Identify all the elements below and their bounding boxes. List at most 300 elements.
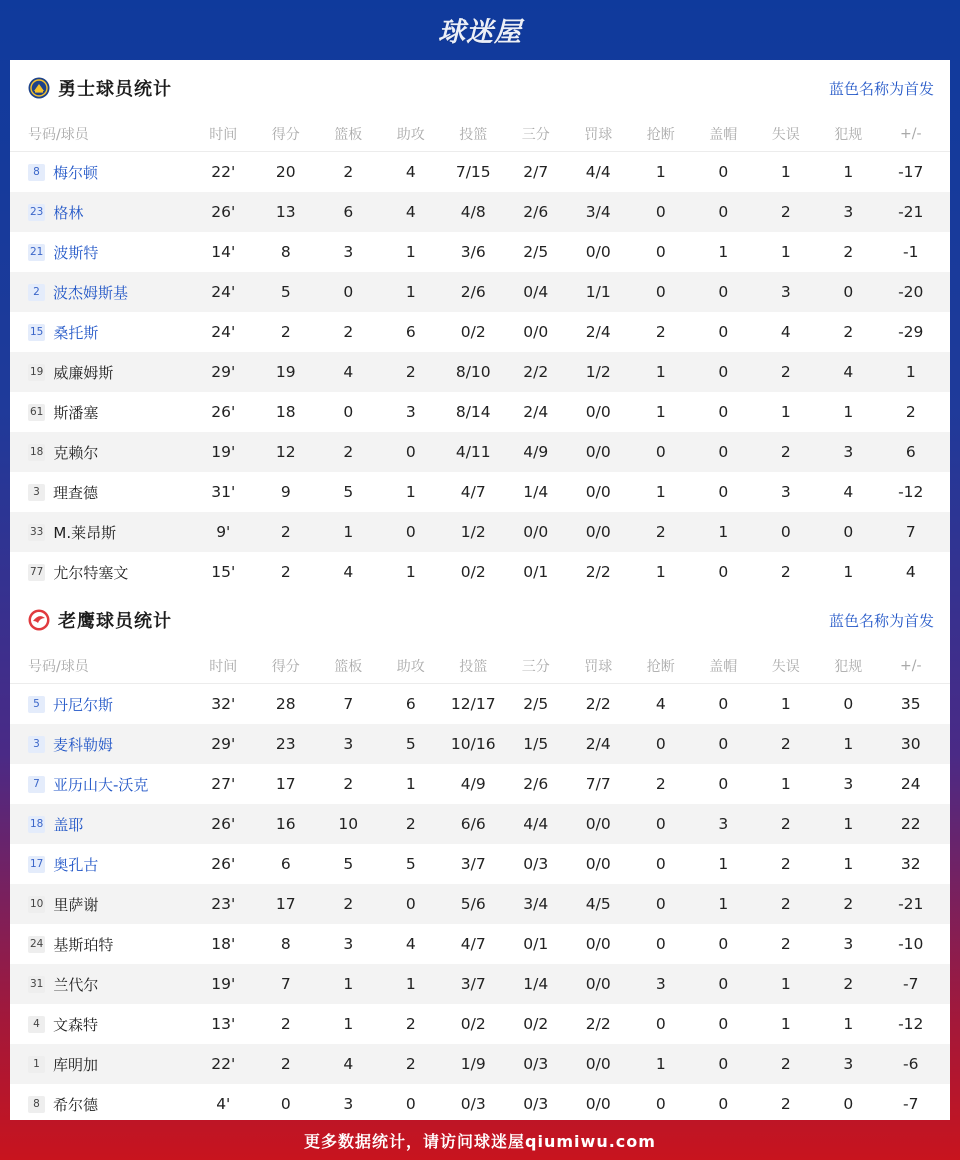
stat-cell: 2 [843,243,854,261]
stat-cell: 0 [718,483,729,501]
stat-cell: 0/0 [585,243,611,261]
stat-cell: 1/4 [523,975,549,993]
stat-cell: 0 [718,1095,729,1113]
player-cell [10,694,192,715]
starter-note: 蓝色名称为首发 [828,611,934,630]
stat-cell: 2 [655,775,666,793]
stat-cell: 2/4 [585,735,611,753]
footer-link[interactable]: 更多数据统计，请访问球迷屋qiumiwu.com [304,1131,656,1151]
stat-cell: 32 [900,855,921,873]
stat-cell: 3/7 [460,855,486,873]
stat-cell: 3 [343,1095,354,1113]
stat-cell: 26' [211,855,236,873]
player-name[interactable]: 理查德 [53,483,99,502]
stat-cell: -6 [903,1055,919,1073]
stat-cell: 0 [655,1015,666,1033]
stat-cell: 1/5 [523,735,549,753]
stat-cell: 0 [655,443,666,461]
stat-cell: -17 [898,163,924,181]
stat-cell: 1/2 [460,523,486,541]
stat-cell: 0 [718,695,729,713]
stat-cell: 0/0 [585,1095,611,1113]
stat-cell: 2 [780,1095,791,1113]
stat-cell: 2/5 [523,695,549,713]
stat-cell: 0 [655,935,666,953]
brand-header [0,0,960,58]
stat-cell: 4/7 [460,935,486,953]
player-name[interactable]: 库明加 [53,1055,99,1074]
stat-cell: 0 [843,523,854,541]
stat-cell: 2/2 [523,363,549,381]
jersey-number: 15 [28,324,45,341]
stat-cell: 10 [338,815,359,833]
stat-cell: 0/0 [585,523,611,541]
stat-cell: 3 [843,1055,854,1073]
stat-cell: 5 [405,735,416,753]
stat-cell: 1/1 [585,283,611,301]
stat-cell: 27' [211,775,236,793]
stat-cell: 2 [843,975,854,993]
stat-cell: 6 [405,323,416,341]
jersey-number: 3 [28,736,45,753]
stat-cell: 0 [655,895,666,913]
stat-cell: 3 [655,975,666,993]
stat-cell: 7 [280,975,291,993]
player-name[interactable]: 桑托斯 [53,323,99,342]
stat-cell: 0 [655,283,666,301]
player-name[interactable]: 里萨谢 [53,895,99,914]
stat-cell: 0/4 [523,283,549,301]
column-header: 时间 [209,658,238,675]
stat-cell: 2 [405,815,416,833]
player-cell [10,854,192,875]
table-row [10,512,950,552]
stat-cell: 0 [718,775,729,793]
stat-cell: 1 [780,1015,791,1033]
column-header: 盖帽 [709,658,738,675]
stat-cell: 0 [655,815,666,833]
stat-cell: 0 [718,163,729,181]
stat-cell: 1 [780,775,791,793]
stat-cell: 0 [655,203,666,221]
stat-cell: 23' [211,895,236,913]
stat-cell: 0 [718,363,729,381]
column-header: 罚球 [584,658,613,675]
player-name[interactable]: 波杰姆斯基 [53,283,129,302]
stat-cell: 4/7 [460,483,486,501]
stat-cell: 2 [780,935,791,953]
table-row [10,1044,950,1084]
stat-cell: 2/6 [460,283,486,301]
table-row [10,432,950,472]
stat-cell: 0 [718,1015,729,1033]
stat-cell: 4 [343,363,354,381]
stat-cell: 1 [843,563,854,581]
jersey-number: 4 [28,1016,45,1033]
stat-cell: 20 [275,163,296,181]
player-name[interactable]: 克赖尔 [53,443,99,462]
player-cell [10,242,192,263]
stat-cell: 6 [343,203,354,221]
stat-cell: 0 [718,563,729,581]
stat-cell: 0 [718,735,729,753]
stat-cell: 30 [900,735,921,753]
stat-cell: 8 [280,935,291,953]
stat-cell: 22 [900,815,921,833]
team-section [10,60,950,592]
stat-cell: 5 [343,855,354,873]
stat-cell: 2 [780,815,791,833]
stat-cell: 4' [216,1095,231,1113]
player-cell [10,774,192,795]
stat-cell: 1/2 [585,363,611,381]
stat-cell: 0 [405,895,416,913]
stat-cell: 2 [780,363,791,381]
stat-cell: 3/4 [523,895,549,913]
player-name[interactable]: 斯潘塞 [53,403,99,422]
jersey-number: 19 [28,364,45,381]
stat-cell: 1/9 [460,1055,486,1073]
player-name[interactable]: 威廉姆斯 [53,363,114,382]
stat-cell: 2/4 [523,403,549,421]
stat-cell: 3 [843,443,854,461]
column-header: 投篮 [459,126,488,143]
section-title-wrap [28,607,172,633]
stat-cell: 0 [280,1095,291,1113]
stat-cell: 0/0 [585,975,611,993]
stat-cell: 4/8 [460,203,486,221]
stat-cell: -10 [898,935,924,953]
table-row [10,552,950,592]
stat-cell: 3 [843,203,854,221]
stat-cell: 0/0 [585,1055,611,1073]
stat-cell: 1 [780,695,791,713]
column-header: 号码/球员 [28,126,89,143]
stat-cell: 0/0 [585,403,611,421]
stat-cell: 0 [718,443,729,461]
player-name[interactable]: 丹尼尔斯 [53,695,114,714]
stat-cell: 1 [780,403,791,421]
stat-cell: 2/2 [585,1015,611,1033]
stat-cell: 24 [900,775,921,793]
column-header: 失误 [771,126,800,143]
stat-cell: 0 [843,1095,854,1113]
stat-cell: 0 [718,935,729,953]
stat-cell: 1 [780,243,791,261]
column-header: 得分 [271,658,300,675]
stat-cell: 1 [655,483,666,501]
team-section [10,592,950,1120]
column-header: 抢断 [646,126,675,143]
stat-cell: -29 [898,323,924,341]
stat-cell: 13 [275,203,296,221]
stat-cell: 7 [343,695,354,713]
table-row [10,844,950,884]
stat-cell: 26' [211,203,236,221]
stat-cell: 0/3 [523,1095,549,1113]
stat-cell: 2 [280,1055,291,1073]
player-cell [10,442,192,463]
stat-cell: 2 [780,203,791,221]
player-name[interactable]: 希尔德 [53,1095,99,1114]
table-header-row [10,116,950,152]
stat-cell: 3 [843,935,854,953]
stat-cell: 1 [655,363,666,381]
stat-cell: 5/6 [460,895,486,913]
column-header: 篮板 [334,658,363,675]
stat-cell: 1 [718,523,729,541]
stat-cell: 4 [343,1055,354,1073]
column-header: +/- [900,125,922,142]
stat-cell: 1 [843,855,854,873]
table-row [10,472,950,512]
stat-cell: 29' [211,363,236,381]
jersey-number: 18 [28,816,45,833]
table-header-row [10,648,950,684]
table-row [10,392,950,432]
stat-cell: 19' [211,975,236,993]
jersey-number: 8 [28,164,45,181]
stat-cell: 2 [405,1015,416,1033]
stat-cell: 9 [280,483,291,501]
player-cell [10,894,192,915]
table-row [10,804,950,844]
stat-cell: 3 [780,483,791,501]
stat-cell: 2 [843,323,854,341]
stat-cell: 1 [718,895,729,913]
stat-cell: 3/4 [585,203,611,221]
table-row [10,684,950,724]
player-cell [10,974,192,995]
stat-cell: 0/0 [585,855,611,873]
stat-cell: 4/9 [523,443,549,461]
column-header: 三分 [521,658,550,675]
stat-cell: 6 [280,855,291,873]
stat-cell: 2 [780,895,791,913]
column-header: 抢断 [646,658,675,675]
stat-cell: 2 [280,523,291,541]
stat-cell: 1 [843,815,854,833]
player-name[interactable]: 麦科勒姆 [53,735,114,754]
stat-cell: 1 [843,403,854,421]
stat-cell: 3 [343,243,354,261]
player-name[interactable]: 尤尔特塞文 [53,563,129,582]
jersey-number: 33 [28,524,45,541]
table-row [10,192,950,232]
jersey-number: 77 [28,564,45,581]
stat-cell: 0/0 [585,815,611,833]
section-title-wrap [28,75,172,101]
stat-cell: 3 [343,735,354,753]
player-cell [10,1014,192,1035]
table-row [10,1084,950,1120]
player-name[interactable]: 亚历山大-沃克 [53,775,149,794]
stat-cell: 0/2 [523,1015,549,1033]
stat-cell: -7 [903,1095,919,1113]
column-header: 得分 [271,126,300,143]
table-row [10,152,950,192]
stat-cell: 5 [280,283,291,301]
stat-cell: -7 [903,975,919,993]
stat-cell: 12/17 [450,695,496,713]
jersey-number: 3 [28,484,45,501]
stat-cell: -21 [898,203,924,221]
stat-cell: 1 [655,563,666,581]
column-header: 盖帽 [709,126,738,143]
stat-cell: 32' [211,695,236,713]
jersey-number: 31 [28,976,45,993]
stats-card [10,60,950,1120]
stat-cell: 19 [275,363,296,381]
player-cell [10,362,192,383]
stat-cell: 1 [780,975,791,993]
stat-cell: 7 [905,523,916,541]
player-cell [10,934,192,955]
stat-cell: 0/2 [460,563,486,581]
jersey-number: 18 [28,444,45,461]
stat-cell: 0 [405,443,416,461]
stat-cell: 6 [405,695,416,713]
stat-cell: 0 [780,523,791,541]
stat-cell: 2/7 [523,163,549,181]
stat-cell: 31' [211,483,236,501]
stat-cell: 4 [843,483,854,501]
stat-cell: 0/2 [460,323,486,341]
stat-cell: 1 [655,1055,666,1073]
stat-cell: 4 [655,695,666,713]
stat-cell: 0 [718,1055,729,1073]
stat-cell: 2/2 [585,695,611,713]
stat-cell: 26' [211,403,236,421]
table-row [10,232,950,272]
stat-cell: 1 [343,1015,354,1033]
player-name[interactable]: 兰代尔 [53,975,99,994]
stat-cell: 2 [780,563,791,581]
stat-cell: 5 [343,483,354,501]
stat-cell: 3/6 [460,243,486,261]
stat-cell: 0/2 [460,1015,486,1033]
stat-cell: 7/7 [585,775,611,793]
table-row [10,884,950,924]
table-row [10,964,950,1004]
stat-cell: 26' [211,815,236,833]
player-name[interactable]: 文森特 [53,1015,99,1034]
hawks-logo-icon [28,609,50,631]
stat-cell: 0 [655,855,666,873]
stat-cell: 8 [280,243,291,261]
starter-note: 蓝色名称为首发 [828,79,934,98]
stat-cell: 2 [780,443,791,461]
stat-cell: 2/6 [523,775,549,793]
stat-cell: 1 [718,243,729,261]
stat-cell: 10/16 [450,735,496,753]
stat-cell: 2 [343,163,354,181]
player-cell [10,482,192,503]
stat-cell: 2/6 [523,203,549,221]
stat-cell: 3 [843,775,854,793]
player-name[interactable]: M.莱昂斯 [53,523,117,542]
stat-cell: -1 [903,243,919,261]
section-header [10,60,950,116]
jersey-number: 21 [28,244,45,261]
stat-cell: 3 [405,403,416,421]
jersey-number: 10 [28,896,45,913]
stat-cell: 2 [780,735,791,753]
player-cell [10,562,192,583]
player-name[interactable]: 盖耶 [53,815,84,834]
stat-cell: 2 [655,523,666,541]
stat-cell: 0 [718,203,729,221]
stat-cell: 0 [343,403,354,421]
player-name[interactable]: 奥孔古 [53,855,99,874]
column-header: 号码/球员 [28,658,89,675]
stat-cell: 0 [843,283,854,301]
stat-cell: 9' [216,523,231,541]
stat-cell: 1 [843,1015,854,1033]
stat-cell: 2 [280,563,291,581]
stat-cell: 8/14 [455,403,491,421]
stat-cell: 2/2 [585,563,611,581]
player-name[interactable]: 波斯特 [53,243,99,262]
table-row [10,1004,950,1044]
stat-cell: 2 [655,323,666,341]
stat-cell: 0 [843,695,854,713]
stat-cell: 13' [211,1015,236,1033]
stat-cell: 0 [655,243,666,261]
column-header: +/- [900,657,922,674]
stat-cell: 1 [843,735,854,753]
table-row [10,724,950,764]
stat-cell: 4 [905,563,916,581]
player-cell [10,162,192,183]
stat-cell: 2/5 [523,243,549,261]
stat-cell: 0/0 [585,483,611,501]
jersey-number: 2 [28,284,45,301]
player-cell [10,282,192,303]
player-name[interactable]: 格林 [53,203,84,222]
column-header: 犯规 [834,658,863,675]
jersey-number: 8 [28,1096,45,1113]
stat-cell: 17 [275,775,296,793]
section-header [10,592,950,648]
column-header: 罚球 [584,126,613,143]
player-name[interactable]: 梅尔顿 [53,163,99,182]
jersey-number: 17 [28,856,45,873]
stat-cell: 0/0 [585,443,611,461]
stat-cell: 1 [405,283,416,301]
stat-cell: 1 [655,403,666,421]
stat-cell: 2 [780,855,791,873]
stat-cell: 3 [718,815,729,833]
stat-cell: 4 [843,363,854,381]
stat-cell: 0/3 [460,1095,486,1113]
brand-logo: 球迷屋 [438,16,522,48]
stat-cell: 16 [275,815,296,833]
column-header: 时间 [209,126,238,143]
stat-cell: 0/0 [523,323,549,341]
table-row [10,272,950,312]
column-header: 助攻 [396,126,425,143]
warriors-logo-icon [28,77,50,99]
stat-cell: 14' [211,243,236,261]
stat-cell: 1 [843,163,854,181]
player-name[interactable]: 基斯珀特 [53,935,114,954]
stat-cell: 4/4 [523,815,549,833]
stat-cell: 0 [718,403,729,421]
stat-cell: 2 [343,443,354,461]
stat-cell: 3 [780,283,791,301]
column-header: 篮板 [334,126,363,143]
